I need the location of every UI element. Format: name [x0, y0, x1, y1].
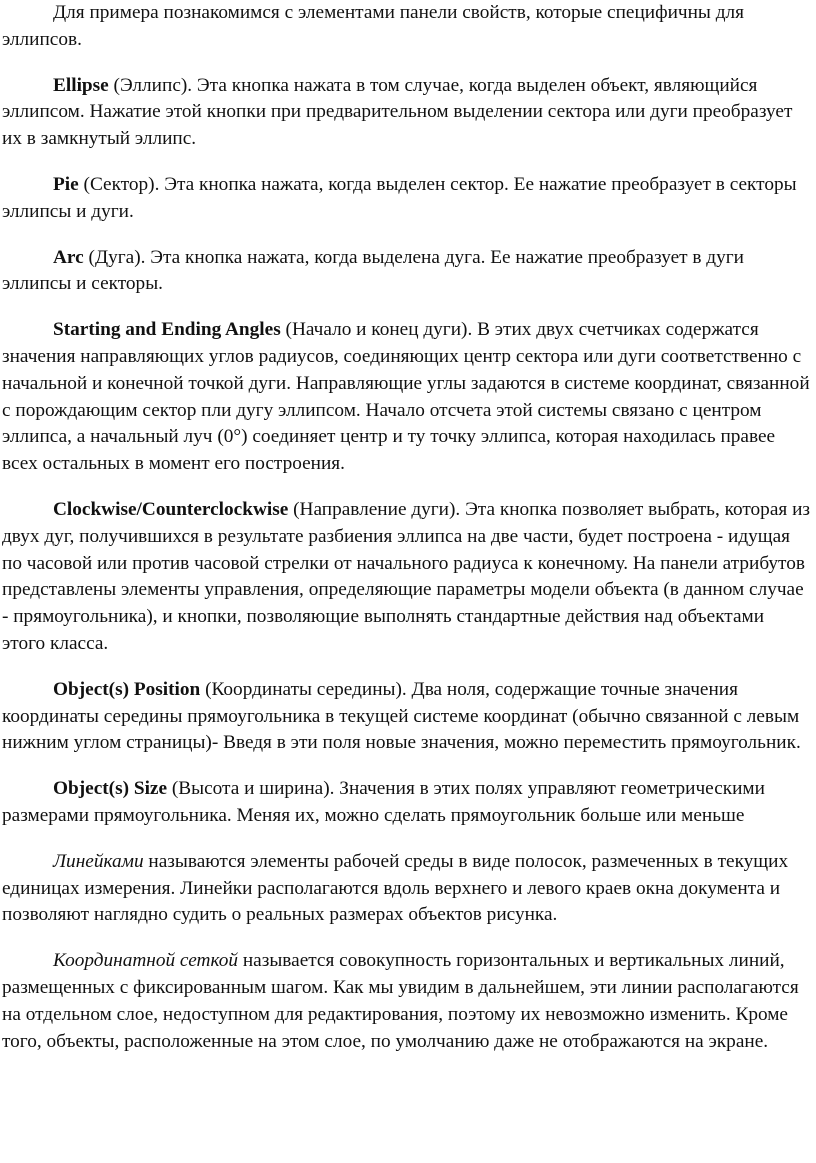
paragraph-text: (Эллипс). Эта кнопка нажата в том случае, когда выделен объект, являющийся эллипсом. Нажатие этой кнопки при предварительном выделении сектора или дуги преобразует их в замкнутый эллипс. — [2, 74, 793, 150]
term-object-position: Object(s) Position — [53, 678, 201, 700]
paragraph-text: Для примера познакомимся с элементами панели свойств, которые специфичны для эллипсов. — [2, 2, 744, 50]
paragraph-text: называются элементы рабочей среды в виде полосок, размеченных в текущих единицах измерения. Линейки располагаются вдоль верхнего и левого краев окна документа и позволяют наглядно судить о реальных размерах объектов рисунка. — [2, 850, 789, 926]
term-arc: Arc — [53, 246, 84, 268]
arc-paragraph — [2, 245, 811, 299]
angles-paragraph — [2, 317, 811, 478]
size-paragraph — [2, 776, 811, 830]
grid-paragraph — [2, 948, 811, 1055]
intro-paragraph — [2, 0, 811, 54]
term-coordinate-grid: Координатной сеткой — [53, 950, 239, 972]
term-clockwise-counterclockwise: Clockwise/Counterclockwise — [53, 498, 289, 520]
paragraph-text: (Высота и ширина). Значения в этих полях управляют геометрическими размерами прямоугольника. Меняя их, можно сделать прямоугольник больше или меньше — [2, 778, 765, 826]
paragraph-text: называется совокупность горизонтальных и вертикальных линий, размещенных с фиксированным шагом. Как мы увидим в дальнейшем, эти линии располагаются на отдельном слое, недоступном для редактирования, поэтому их невозможно изменить. Кроме того, объекты, расположенные на этом слое, по умолчанию даже не отображаются на экране. — [2, 950, 799, 1052]
pie-paragraph — [2, 172, 811, 226]
paragraph-text: (Координаты середины). Два ноля, содержащие точные значения координаты середины прямоугольника в текущей системе координат (обычно связанной с левым нижним углом страницы)- Введя в эти поля новые значения, можно переместить прямоугольник. — [2, 678, 801, 754]
ellipse-paragraph — [2, 73, 811, 153]
position-paragraph — [2, 677, 811, 757]
paragraph-text: (Сектор). Эта кнопка нажата, когда выделен сектор. Ее нажатие преобразует в секторы эллипсы и дуги. — [2, 173, 797, 222]
rulers-paragraph — [2, 849, 811, 929]
paragraph-text: (Дуга). Эта кнопка нажата, когда выделена дуга. Ее нажатие преобразует в дуги эллипсы и секторы. — [2, 246, 744, 295]
term-ellipse: Ellipse — [53, 74, 109, 96]
direction-paragraph — [2, 497, 811, 658]
paragraph-text: (Начало и конец дуги). В этих двух счетчиках содержатся значения направляющих углов радиусов, соединяющих центр сектора или дуги соответственно с начальной и конечной точкой дуги. Направляющие углы задаются в системе координат, связанной с порождающим сектор пли дугу эллипсом. Начало отсчета этой системы связано с центром эллипса, а начальный луч (0°) соединяет центр и ту точку эллипса, которая находилась правее всех остальных в момент его построения. — [2, 319, 810, 475]
term-rulers: Линейками — [53, 850, 144, 872]
term-pie: Pie — [53, 173, 79, 195]
term-object-size: Object(s) Size — [53, 778, 168, 800]
term-starting-ending-angles: Starting and Ending Angles — [53, 319, 281, 341]
paragraph-text: (Направление дуги). Эта кнопка позволяет выбрать, которая из двух дуг, получившихся в результате разбиения эллипса на две части, будет построена - идущая по часовой или против часовой стрелки от начального радиуса к конечному. На панели атрибутов представлены элементы управления, определяющие параметры модели объекта (в данном случае - прямоугольника), и кнопки, позволяющие выполнять стандартные действия над объектами этого класса. — [2, 498, 811, 654]
